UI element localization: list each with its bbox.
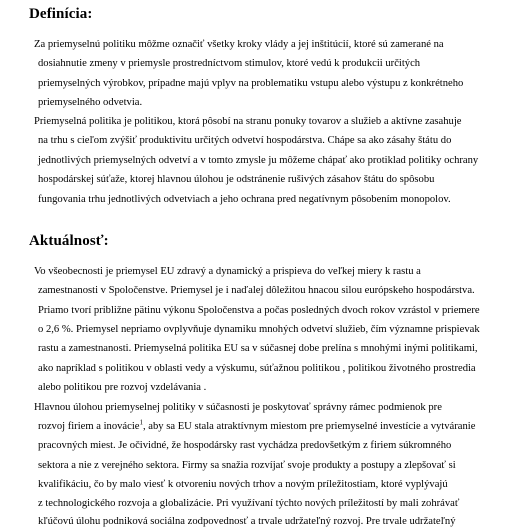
definicia-line-1: Za priemyselnú politiku môžme označiť všetky kroky vlády a jej inštitúcií, ktoré sú zamerané na bbox=[34, 39, 444, 50]
aktualnost-line-4: o 2,6 %. Priemysel nepriamo ovplyvňuje dynamiku mnohých odvetví služieb, čím významne prispievak bbox=[38, 324, 480, 335]
aktualnost-line-13: z technologického rozvoja a globalizácie. Pri využívaní týchto nových príležitostí by mali zohrávať bbox=[38, 498, 460, 509]
aktualnost-line-3: Priamo tvorí približne pätinu výkonu Spoločenstva a počas posledných dvoch rokov vzrástol v priemere bbox=[38, 305, 480, 316]
aktualnost-line-1: Vo všeobecnosti je priemysel EU zdravý a dynamický a prispieva do veľkej miery k rastu a bbox=[34, 266, 421, 277]
aktualnost-line-12: kvalifikáciu, čo by malo viesť k otvoreniu nových trhov a novým príležitostiam, ktoré vyplývajú bbox=[38, 479, 448, 490]
aktualnost-line-9 bbox=[38, 420, 475, 434]
aktualnost-line-10: pracovných miest. Je očividné, že hospodársky rast vychádza predovšetkým z firiem súkromného bbox=[38, 440, 452, 451]
definicia-line-5: Priemyselná politika je politikou, ktorá pôsobí na stranu ponuky tovarov a služieb a aktívne zasahuje bbox=[34, 116, 462, 127]
aktualnost-line-2: zamestnanosti v Spoločenstve. Priemysel je i naďalej dôležitou hnacou silou európskeho hospodárstva. bbox=[38, 285, 475, 296]
aktualnost-line-14: kľúčovú úlohu podniková sociálna zodpovednosť a trvale udržateľný rozvoj. Pre trvale udržateľný bbox=[38, 516, 456, 527]
definicia-line-7: jednotlivých priemyselných odvetví a v tomto zmysle ju môžeme chápať ako protiklad politiky ochrany bbox=[38, 155, 479, 166]
definicia-line-9: fungovania trhu jednotlivých odvetviach a jeho ochrana pred negatívnym pôsobením monopolov. bbox=[38, 194, 451, 205]
aktualnost-heading: Aktuálnosť: bbox=[29, 233, 109, 249]
aktualnost-line-8: Hlavnou úlohou priemyselnej politiky v súčasnosti je poskytovať správny rámec podmienok pre bbox=[34, 402, 442, 413]
aktualnost-line-9-end: , aby sa EU stala atraktívnym miestom pre priemyselné investície a vytváranie bbox=[142, 421, 476, 432]
aktualnost-line-5: rastu a zamestnanosti. Priemyselná politika EU sa v súčasnej dobe prelína s mnohými inými politikami, bbox=[38, 343, 478, 354]
aktualnost-line-7: alebo politikou pre rozvoj vzdelávania . bbox=[38, 382, 207, 393]
definicia-line-2: dosiahnutie zmeny v priemysle prostredníctvom stimulov, ktoré vedú k produkcii určitých bbox=[38, 58, 421, 69]
aktualnost-line-11: sektora a nie z verejného sektora. Firmy sa snažia rozvíjať svoje produkty a postupy a zlepšovať si bbox=[38, 460, 456, 471]
definicia-line-8: hospodárskej súťaže, ktorej hlavnou úlohou je odstránenie rušivých zásahov štátu do spôsobu bbox=[38, 174, 435, 185]
aktualnost-line-9-start: rozvoj firiem a inovácie bbox=[38, 421, 140, 432]
footnote-mark[interactable]: 1 bbox=[139, 418, 143, 427]
definicia-line-3: priemyselných výrobkov, prípadne majú vplyv na problematiku vstupu alebo výstupu z konkrétneho bbox=[38, 78, 464, 89]
definicia-heading: Definícia: bbox=[29, 6, 93, 22]
aktualnost-line-6: ako napríklad s politikou v oblasti vedy a výskumu, súťažnou politikou , politikou životného prostredia bbox=[38, 363, 476, 374]
definicia-line-4: priemyselného odvetvia. bbox=[38, 97, 143, 108]
definicia-line-6: na trhu s cieľom zvýšiť produktivitu určitých odvetví hospodárstva. Chápe sa ako zásahy štátu do bbox=[38, 135, 452, 146]
